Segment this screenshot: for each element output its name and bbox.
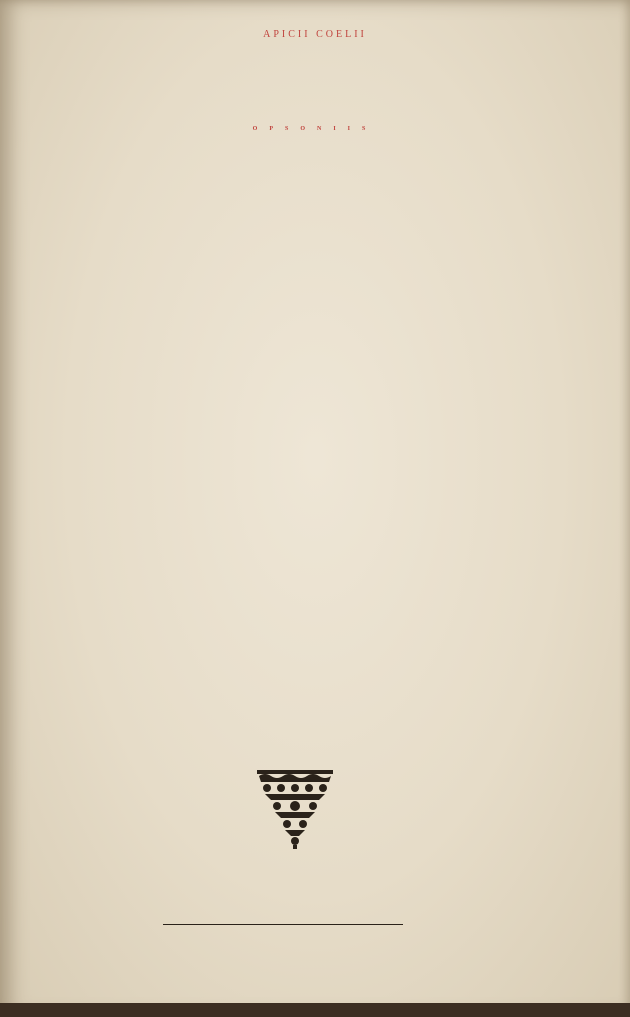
- title-line-1: APICII COELII: [263, 29, 367, 40]
- title-opsoniis: OPSONIIS: [252, 126, 378, 132]
- printers-ornament-icon: [253, 768, 337, 850]
- page-bottom-edge: [0, 1003, 630, 1017]
- imprint-rule: [163, 924, 403, 925]
